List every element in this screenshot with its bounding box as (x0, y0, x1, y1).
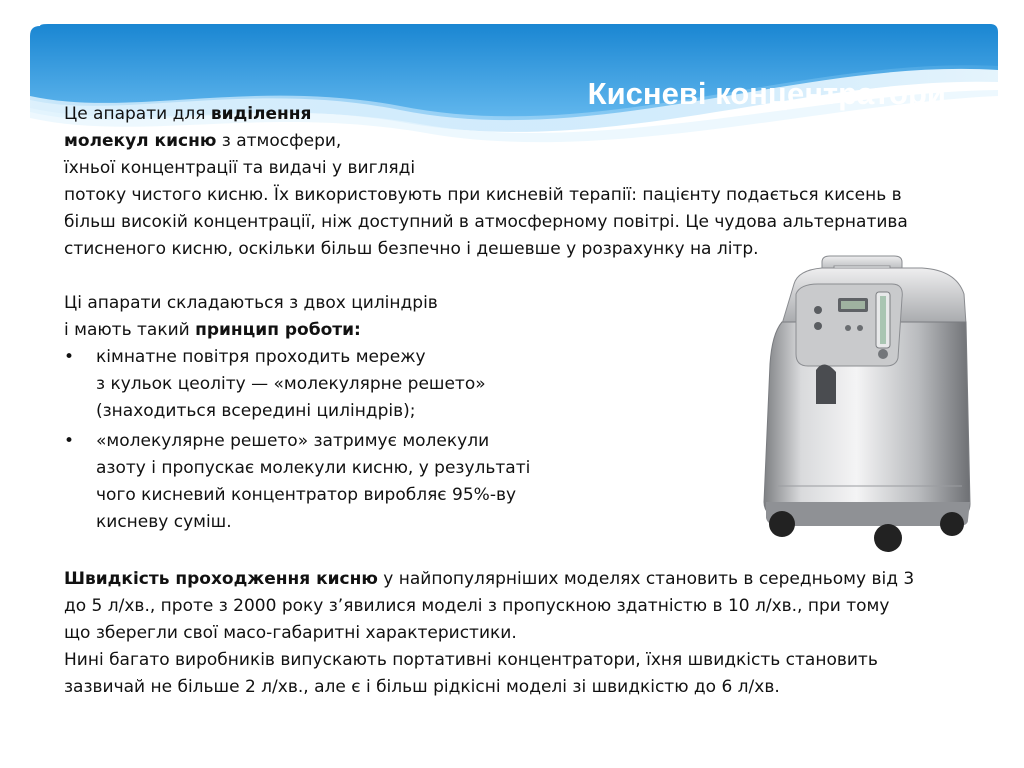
speed-line-2: до 5 л/хв., проте з 2000 року з’явилися моделі з пропускною здатністю в 10 л/хв., при тому (64, 596, 890, 616)
principle-line-1: Ці апарати складаються з двох циліндрів (64, 293, 438, 313)
bullet-marker: • (64, 347, 75, 367)
intro-line-4: потоку чистого кисню. Їх використовують при кисневій терапії: пацієнту подається кисень в (64, 185, 902, 205)
intro-line-5: більш високій концентрації, ніж доступний в атмосферному повітрі. Це чудова альтернатива (64, 212, 908, 232)
speed-text: у найпопулярніших моделях становить в середньому від 3 (377, 569, 915, 589)
principle-bold: принцип роботи: (195, 320, 361, 340)
bullet-2-line-1: «молекулярне решето» затримує молекули (96, 431, 490, 451)
intro-text: з атмосфери, (216, 131, 342, 151)
speed-bold: Швидкість проходження кисню (64, 569, 378, 589)
intro-line-2 (64, 128, 341, 155)
bullet-2-line-2: азоту і пропускає молекули кисню, у результаті (96, 458, 531, 478)
principle-text: і мають такий (64, 320, 196, 340)
bullet-2-line-3: чого кисневий концентратор виробляє 95%-ву (96, 485, 517, 505)
speed-line-4: Нині багато виробників випускають портативні концентратори, їхня швидкість становить (64, 650, 878, 670)
oxygen-concentrator-image (752, 254, 978, 554)
bullet-2-line-4: кисневу суміш. (96, 512, 232, 532)
intro-line-1 (64, 101, 311, 128)
bullet-1-line-1: кімнатне повітря проходить мережу (96, 347, 426, 367)
principle-line-2 (64, 317, 361, 344)
speed-line-3: що зберегли свої масо-габаритні характеристики. (64, 623, 517, 643)
bullet-1-line-3: (знаходиться всередині циліндрів); (96, 401, 416, 421)
speed-line-5: зазвичай не більше 2 л/хв., але є і більш рідкісні моделі зі швидкістю до 6 л/хв. (64, 677, 780, 697)
intro-line-3: їхньої концентрації та видачі у вигляді (64, 158, 416, 178)
slide-title: Кисневі концентратори (587, 76, 946, 111)
intro-bold: молекул кисню (64, 131, 217, 151)
bullet-marker: • (64, 431, 75, 451)
intro-bold: виділення (210, 104, 312, 124)
intro-line-6: стисненого кисню, оскільки більш безпечно і дешевше у розрахунку на літр. (64, 239, 759, 259)
bullet-1-line-2: з кульок цеоліту — «молекулярне решето» (96, 374, 486, 394)
intro-text: Це апарати для (64, 104, 211, 124)
speed-line-1 (64, 566, 914, 593)
